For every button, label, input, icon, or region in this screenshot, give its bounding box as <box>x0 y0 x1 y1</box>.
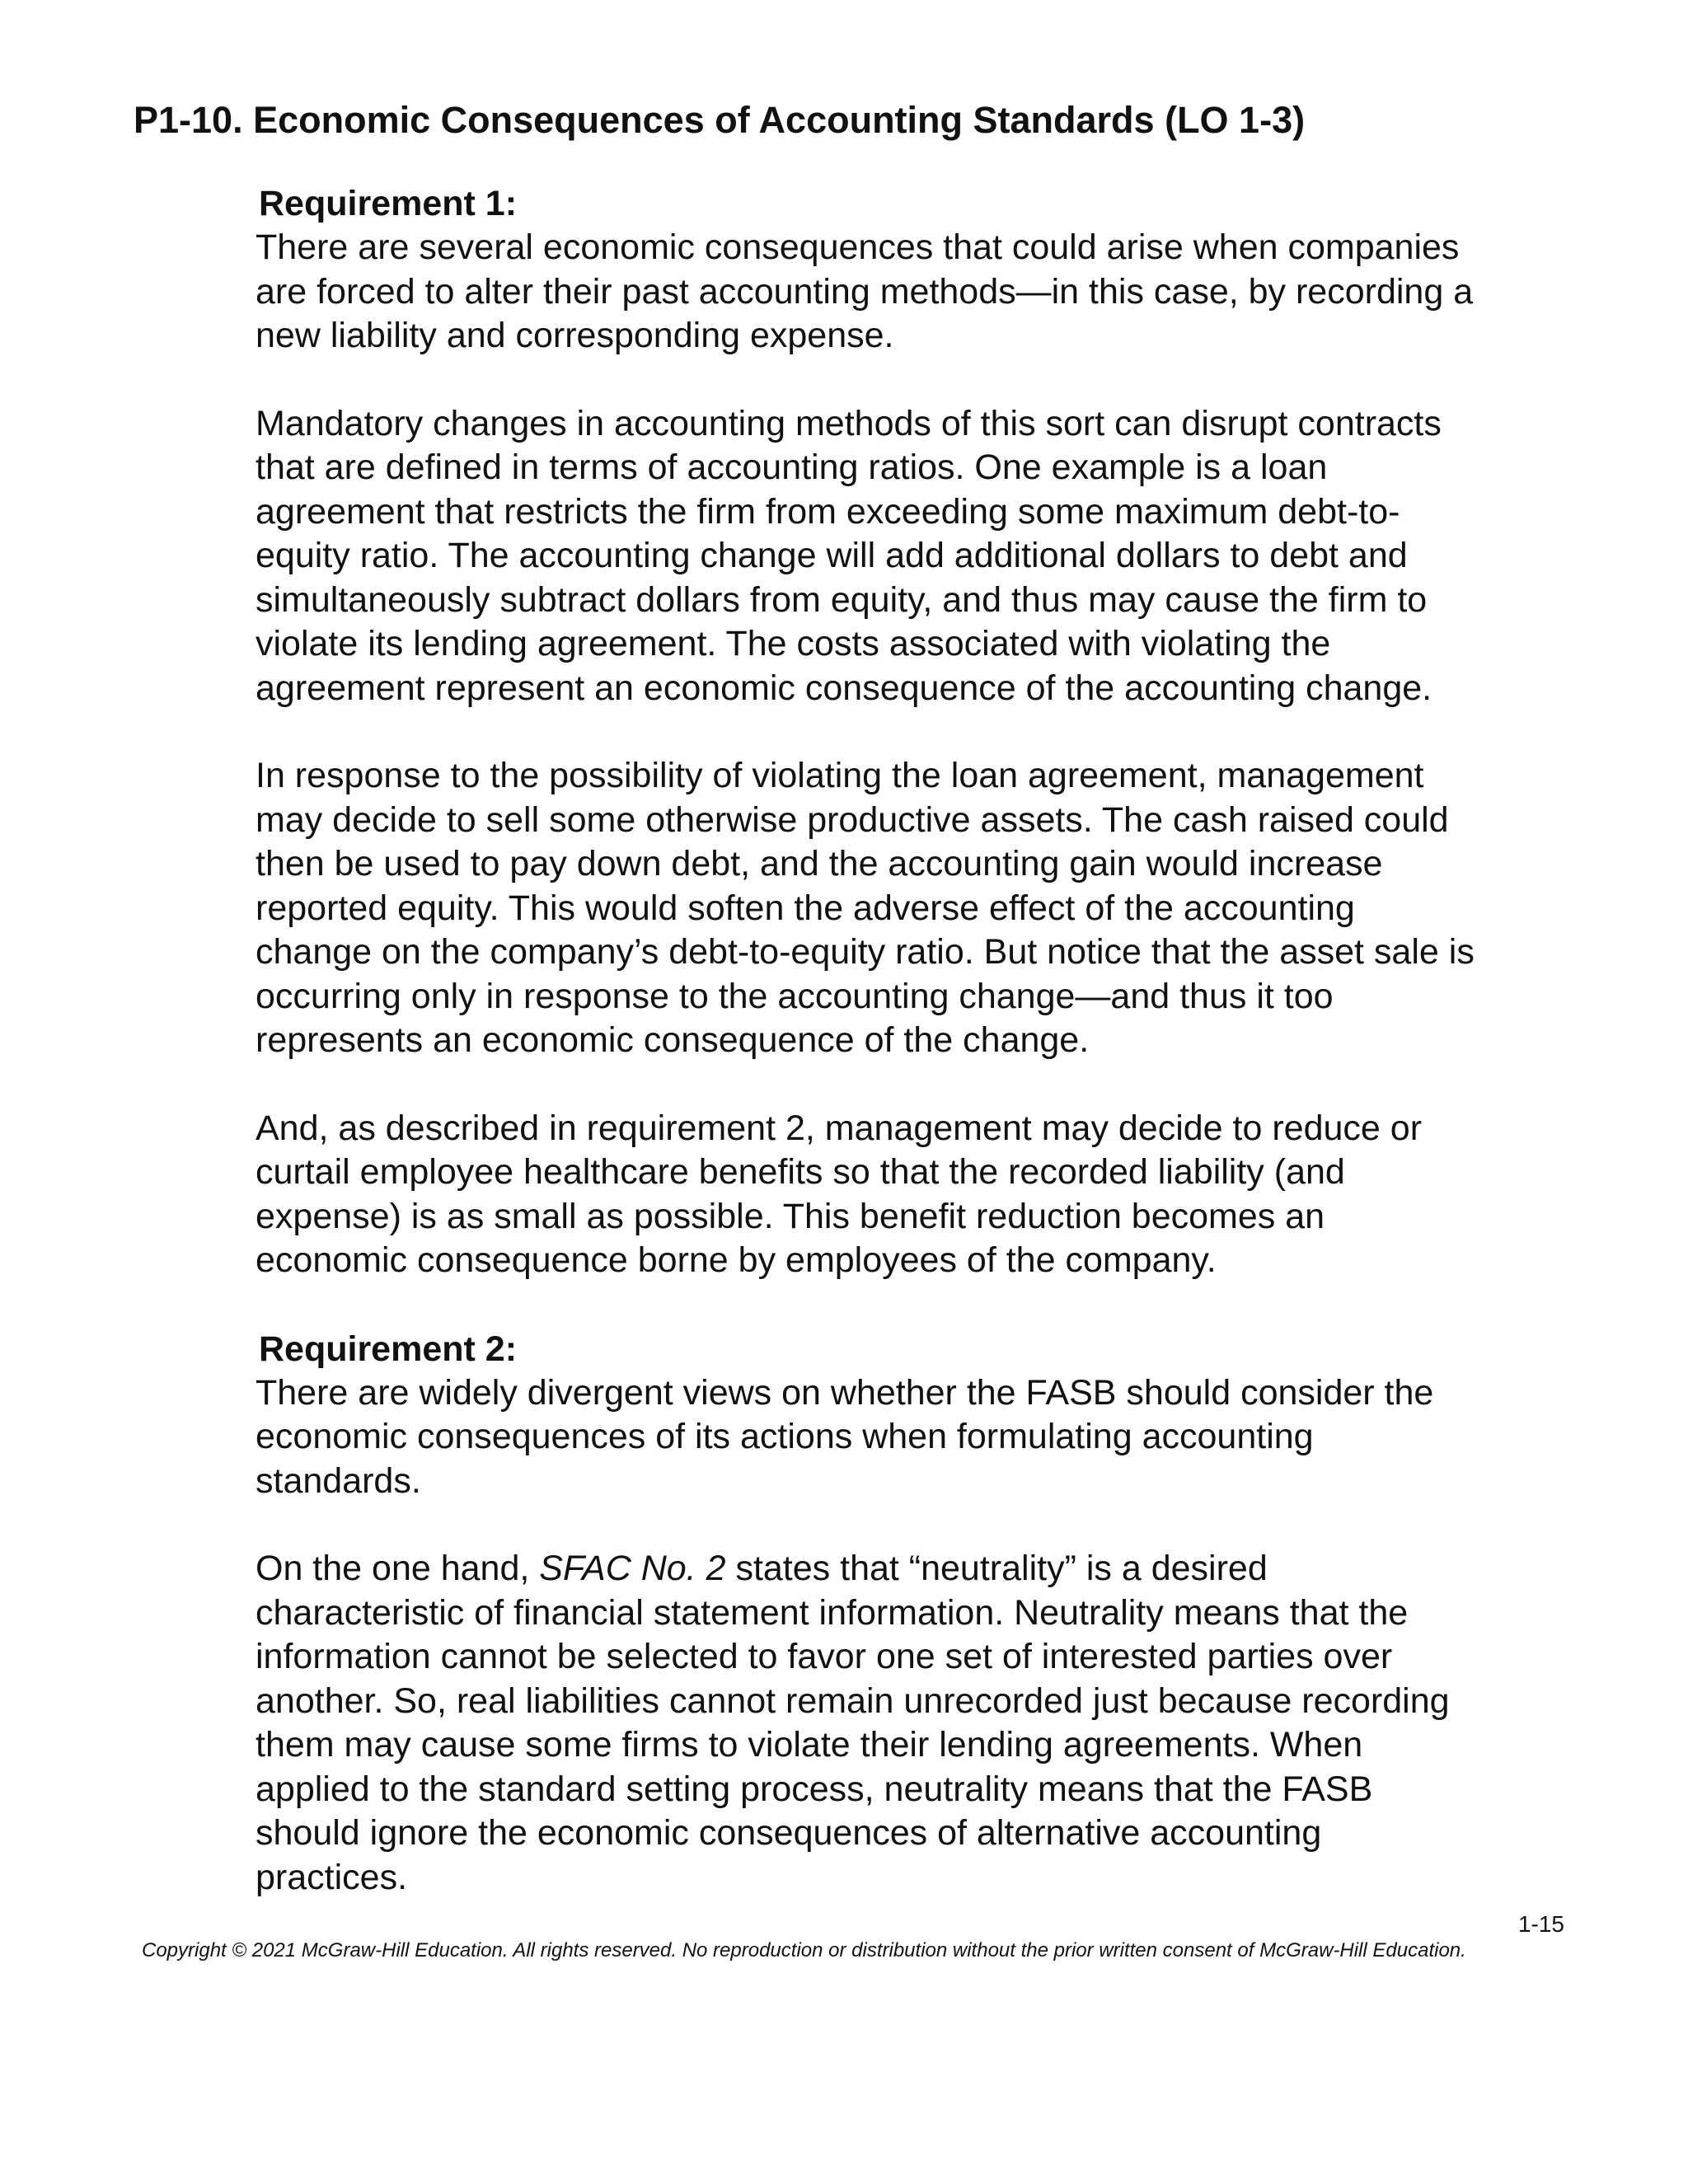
requirement-2-paragraph-neutrality <box>256 1547 1582 1900</box>
requirement-2-heading: Requirement 2: <box>259 1329 518 1369</box>
sfac-reference: SFAC No. 2 <box>539 1549 726 1588</box>
paragraph-text-lead: On the one hand, <box>256 1549 540 1588</box>
requirement-2-paragraph: There are widely divergent views on whether the FASB should consider the economic consequences of its actions when formulating accounting standards. <box>256 1372 1434 1501</box>
paragraph-text-rest: states that “neutrality” is a desired characteristic of financial statement information. Neutrality means that the information cannot be selected to favor one set of interested parties over another. So, real liabilities cannot remain unrecorded just because recording them may cause some firms to violate their lending agreements. When applied to the standard setting process, neutrality means that the FASB should ignore the economic consequences of alternative accounting practices. <box>256 1549 1450 1897</box>
page-number: 1-15 <box>1517 1911 1564 1937</box>
problem-title: P1-10. Economic Consequences of Accounting Standards (LO 1-3) <box>134 99 1306 141</box>
requirement-1-paragraph: Mandatory changes in accounting methods of this sort can disrupt contracts that are defined in terms of accounting ratios. One example is a loan agreement that restricts the firm from exceeding some maximum debt-to- equity ratio. The accounting change will add additional dollars to debt and simultaneously subtract dollars from equity, and thus may cause the firm to violate its lending agreement. The costs associated with violating the agreement represent an economic consequence of the accounting change. <box>256 403 1442 708</box>
requirement-1-heading: Requirement 1: <box>259 184 518 223</box>
answer-content <box>256 181 1582 1900</box>
requirement-1-paragraph: In response to the possibility of violating the loan agreement, management may decide to sell some otherwise productive assets. The cash raised could then be used to pay down debt, and the accounting gain would increase reported equity. This would soften the adverse effect of the accounting change on the company’s debt-to-equity ratio. But notice that the asset sale is occurring only in response to the accounting change—and thus it too represents an economic consequence of the change. <box>256 756 1475 1060</box>
requirement-1-paragraph: There are several economic consequences that could arise when companies are forced to alter their past accounting methods—in this case, by recording a new liability and corresponding expense. <box>256 227 1474 355</box>
copyright-notice: Copyright © 2021 McGraw-Hill Education. All rights reserved. No reproduction or distribution without the prior written consent of McGraw-Hill Education. <box>142 1939 1466 1961</box>
requirement-1-paragraph: And, as described in requirement 2, management may decide to reduce or curtail employee healthcare benefits so that the recorded liability (and expense) is as small as possible. This benefit reduction becomes an economic consequence borne by employees of the company. <box>256 1108 1423 1280</box>
